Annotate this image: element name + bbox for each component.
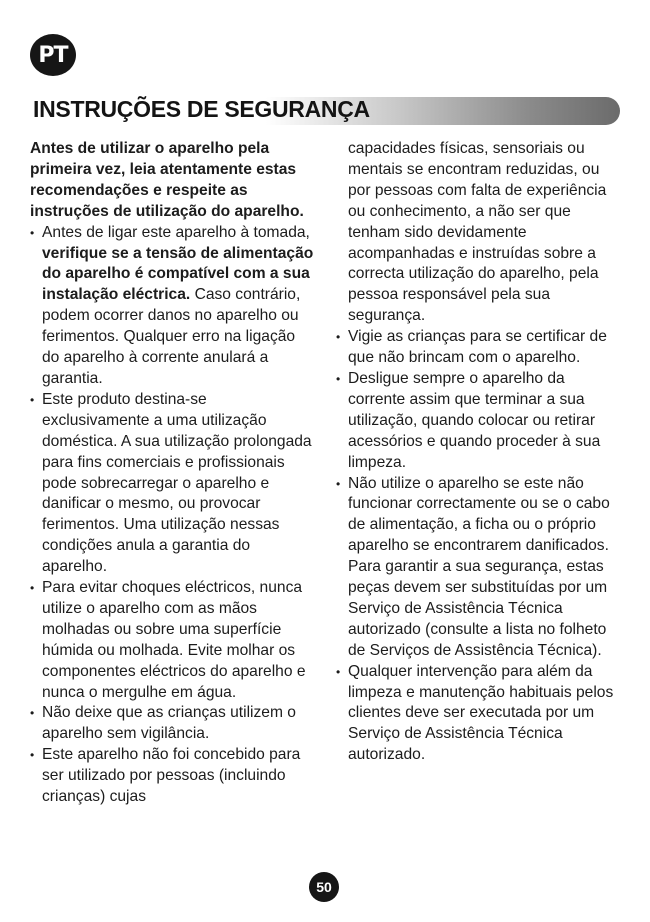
item-text: Antes de ligar este aparelho à tomada, xyxy=(42,223,310,241)
item-text: Este aparelho não foi concebido para ser utilizado por pessoas (incluindo crianças) cujas xyxy=(42,746,301,806)
item-text: Desligue sempre o aparelho da corrente assim que terminar a sua utilização, quando colocar ou retirar acessórios e quando proceder à sua limpeza. xyxy=(348,369,601,471)
item-bold-text: verifique se a tensão de alimentação do aparelho é compatível com a sua instalação eléctrica. xyxy=(42,244,314,304)
item-text: Caso contrário, podem ocorrer danos no aparelho ou ferimentos. Qualquer erro na ligação do aparelho à corrente anulará a garantia. xyxy=(42,286,301,387)
safety-item-electric-shock xyxy=(30,578,315,703)
right-column xyxy=(336,139,622,766)
item-text: capacidades físicas, sensoriais ou mentais se encontram reduzidas, ou por pessoas com falta de experiência ou conhecimento, a não ser que tenham sido devidamente acompanhadas e instruídas sobre a correcta utilização do aparelho, pela pessoa responsável pela sua segurança. xyxy=(348,140,607,325)
item-text: Este produto destina-se exclusivamente a uma utilização doméstica. A sua utilização prolongada para fins comerciais e profissionais pode sobrecarregar o aparelho e danificar o mesmo, ou provocar ferimentos. Uma utilização nessas condições anula a garantia do aparelho. xyxy=(42,390,312,576)
item-text: Não deixe que as crianças utilizem o aparelho sem vigilância. xyxy=(42,704,296,743)
intro-text: Antes de utilizar o aparelho pela primeira vez, leia atentamente estas recomendações e respeite as instruções de utilização do aparelho. xyxy=(30,140,304,220)
safety-item-reduced-capacity xyxy=(30,745,315,808)
safety-item-unplug xyxy=(336,369,622,474)
item-text: Qualquer intervenção para além da limpeza e manutenção habituais pelos clientes deve ser executada por um Serviço de Assistência Técnica autorizado. xyxy=(348,662,614,764)
safety-item-service xyxy=(336,662,622,767)
safety-list-left xyxy=(30,223,315,808)
safety-item-domestic-use xyxy=(30,390,315,578)
language-badge: PT xyxy=(30,34,76,76)
page-number: 50 xyxy=(309,872,339,902)
safety-item-voltage xyxy=(30,223,315,390)
safety-item-children-supervision xyxy=(30,703,315,745)
item-text: Vigie as crianças para se certificar de que não brincam com o aparelho. xyxy=(348,328,607,367)
safety-list-right xyxy=(336,139,622,766)
item-extra-text: Para garantir a sua segurança, estas peças devem ser substituídas por um Serviço de Assistência Técnica autorizado (consulte a lista no folheto de Serviços de Assistência Técnica). xyxy=(348,558,608,659)
left-column xyxy=(30,139,315,808)
page-title: INSTRUÇÕES DE SEGURANÇA xyxy=(33,96,370,122)
item-text: Não utilize o aparelho se este não funcionar correctamente ou se o cabo de alimentação, a ficha ou o próprio aparelho se encontrarem danificados. xyxy=(348,474,610,555)
safety-item-damaged xyxy=(336,474,622,662)
safety-item-children-play xyxy=(336,327,622,369)
safety-item-reduced-capacity-cont xyxy=(336,139,622,327)
item-text: Para evitar choques eléctricos, nunca utilize o aparelho com as mãos molhadas ou sobre uma superfície húmida ou molhada. Evite molhar os componentes eléctricos do aparelho e nunca o mergulhe em água. xyxy=(42,579,306,701)
